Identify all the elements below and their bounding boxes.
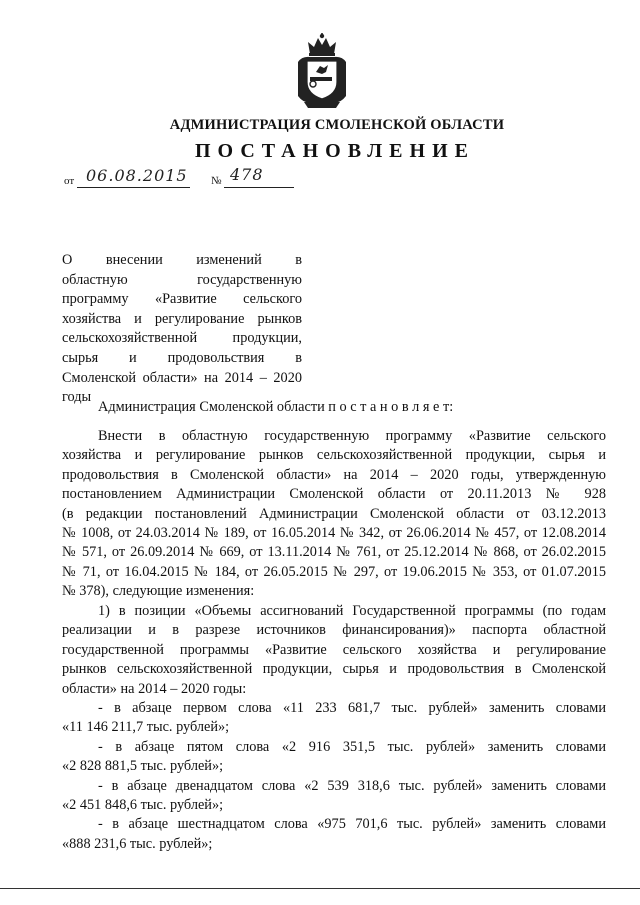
body-line: реализации и в разрезе источников финансирования)» паспорта областной xyxy=(62,622,606,639)
subject-line: областную государственную xyxy=(62,271,302,288)
subject-line: программу «Развитие сельского xyxy=(62,291,302,308)
preamble-decree-word: п о с т а н о в л я е т: xyxy=(328,399,454,415)
body-line: хозяйства и регулирование рынков сельскохозяйственной продукции, сырья и xyxy=(62,447,606,464)
change-line: «888 231,6 тыс. рублей»; xyxy=(62,835,213,852)
organization-title: АДМИНИСТРАЦИЯ СМОЛЕНСКОЙ ОБЛАСТИ xyxy=(169,117,505,133)
body-line: продовольствия в Смоленской области» на 2014 – 2020 годы, утвержденную xyxy=(62,466,606,483)
body-line: № 1008, от 24.03.2014 № 189, от 16.05.2014 № 342, от 26.06.2014 № 457, от 12.08.2014 xyxy=(62,524,606,541)
subject-line: годы xyxy=(62,389,92,406)
subject-line: сырья и продовольствия в xyxy=(62,349,302,366)
body-line: государственной программы «Развитие сельского хозяйства и регулирование xyxy=(62,641,606,658)
number-underline xyxy=(224,187,294,188)
subject-line: Смоленской области» на 2014 – 2020 xyxy=(62,369,302,386)
body-line: № 378), следующие изменения: xyxy=(62,583,255,600)
body-line: постановлением Администрации Смоленской области от 20.11.2013 № 928 xyxy=(62,486,606,503)
body-line: 1) в позиции «Объемы ассигнований Государственной программы (по годам xyxy=(98,603,606,619)
subject-line: О внесении изменений в xyxy=(62,252,302,268)
number-handwritten: 478 xyxy=(230,165,264,184)
change-line: - в абзаце двенадцатом слова «2 539 318,6 тыс. рублей» заменить словами xyxy=(98,777,606,794)
changes-list xyxy=(62,699,606,854)
body-line: Внести в областную государственную программу «Развитие сельского xyxy=(98,428,606,444)
document-type-title: ПОСТАНОВЛЕНИЕ xyxy=(195,140,475,162)
change-line: - в абзаце пятом слова «2 916 351,5 тыс. рублей» заменить словами xyxy=(98,738,606,755)
change-line: «2 828 881,5 тыс. рублей»; xyxy=(62,758,224,775)
change-line: «2 451 848,6 тыс. рублей»; xyxy=(62,796,224,813)
body-line: (в редакции постановлений Администрации Смоленской области от 03.12.2013 xyxy=(62,505,606,522)
subject-line: сельскохозяйственной продукции, xyxy=(62,330,302,347)
body-line: области» на 2014 – 2020 годы: xyxy=(62,680,247,697)
item-1-paragraph xyxy=(62,602,606,699)
page-bottom-rule xyxy=(0,888,640,889)
date-handwritten: 06.08.2015 xyxy=(86,166,188,185)
body-line: № 571, от 26.09.2014 № 669, от 13.11.2014 № 761, от 25.12.2014 № 868, от 26.02.2015 xyxy=(62,544,606,561)
preamble xyxy=(98,398,453,417)
change-line: - в абзаце первом слова «11 233 681,7 тыс. рублей» заменить словами xyxy=(98,700,606,716)
date-underline xyxy=(77,187,190,188)
subject-block xyxy=(62,251,302,408)
change-line: «11 146 211,7 тыс. рублей»; xyxy=(62,719,230,736)
subject-line: хозяйства и регулирование рынков xyxy=(62,310,302,327)
coat-of-arms-emblem xyxy=(294,32,350,112)
date-prefix: от xyxy=(64,175,75,187)
body-line: рынков сельскохозяйственной продукции, сырья и продовольствия в Смоленской xyxy=(62,661,606,678)
change-line: - в абзаце шестнадцатом слова «975 701,6 тыс. рублей» заменить словами xyxy=(98,816,606,833)
preamble-text: Администрация Смоленской области xyxy=(98,399,329,415)
intro-paragraph xyxy=(62,427,606,602)
number-prefix: № xyxy=(211,175,222,187)
body-line: № 71, от 16.04.2015 № 184, от 26.05.2015 № 297, от 19.06.2015 № 353, от 01.07.2015 xyxy=(62,563,606,580)
